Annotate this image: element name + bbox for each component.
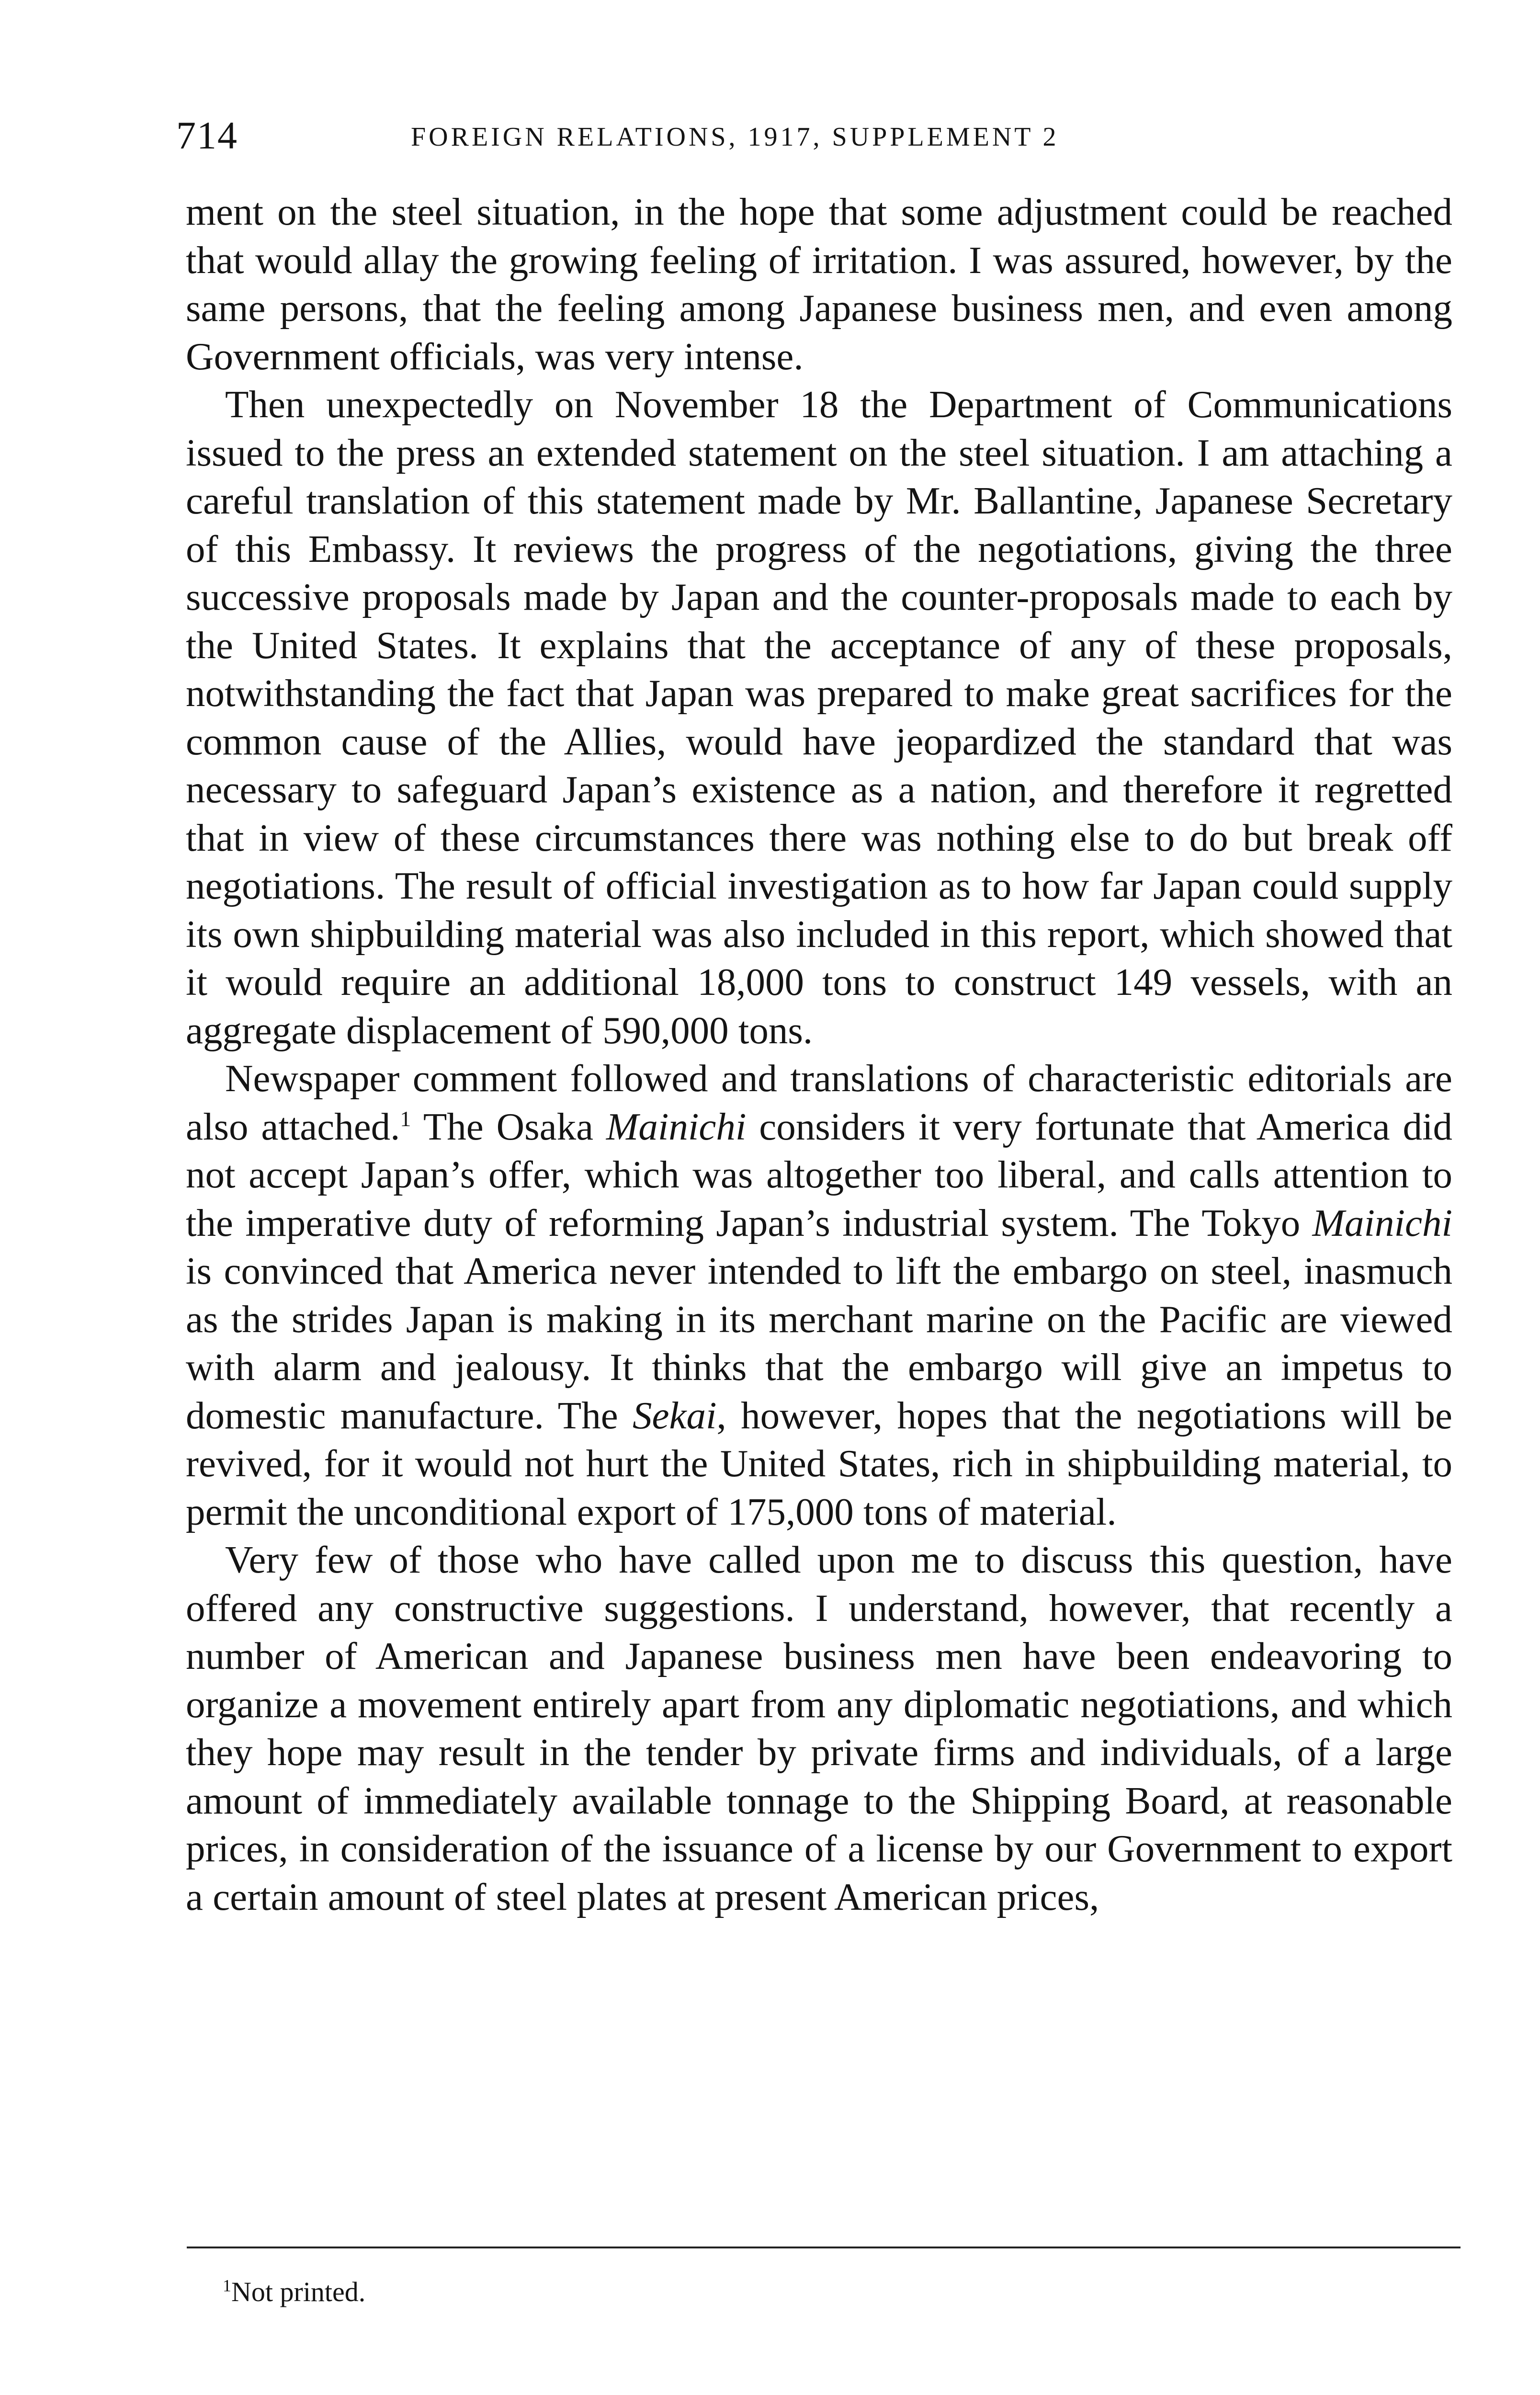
body-text: [186, 188, 1452, 1921]
running-title: FOREIGN RELATIONS, 1917, SUPPLEMENT 2: [411, 122, 1059, 152]
paragraph-1: ment on the steel situation, in the hope that some adjustment could be reached that would allay the growing feeling of irritation. I was assured, however, by the same persons, that the feeling among Japanese business men, and even among Government officials, was very intense.: [186, 190, 1452, 378]
paragraph-2: Then unexpectedly on November 18 the Department of Communications issued to the press an extended statement on the steel situation. I am attaching a careful translation of this statement made by Mr. Ballantine, Japanese Secretary of this Embassy. It reviews the progress of the negotiations, giving the three successive proposals made by Japan and the counter-proposals made to each by the United States. It explains that the acceptance of any of these proposals, notwithstanding the fact that Japan was prepared to make great sacrifices for the common cause of the Allies, would have jeopardized the standard that was necessary to safeguard Japan’s existence as a nation, and therefore it regretted that in view of these circumstances there was nothing else to do but break off negotiations. The result of official investigation as to how far Japan could supply its own shipbuilding material was also included in this report, which showed that it would require an additional 18,000 tons to construct 149 vessels, with an aggregate displacement of 590,000 tons.: [186, 383, 1452, 1052]
page-number: 714: [176, 114, 238, 157]
footnote-mark: 1: [223, 2276, 231, 2295]
paragraph-3-text-5: , however, hopes that the negotiations will be revived, for it would not hurt the United States, rich in shipbuilding material, to permit the unconditional export of 175,000 tons of material.: [186, 1393, 1452, 1533]
newspaper-name-tokyo-mainichi: Mainichi: [1312, 1201, 1452, 1244]
paragraph-3-text-2: The Osaka: [411, 1105, 606, 1148]
footnote: [223, 2273, 365, 2311]
newspaper-name-osaka-mainichi: Mainichi: [606, 1105, 747, 1148]
paragraph-3-text-3: considers it very fortunate that America did not accept Japan’s offer, which was altogether too liberal, and calls attention to the imperative duty of reforming Japan’s industrial system. The Tokyo: [186, 1105, 1452, 1244]
newspaper-name-sekai: Sekai: [633, 1393, 717, 1437]
running-head: [176, 109, 1460, 162]
footnote-text: Not printed.: [231, 2276, 366, 2307]
paragraph-3-text-1: Newspaper comment followed and translations of characteristic editorials are also attached.: [186, 1057, 1452, 1148]
paragraph-3: [186, 1054, 1452, 1536]
footnote-divider: [187, 2247, 1461, 2248]
paragraph-3-text-4: is convinced that America never intended to lift the embargo on steel, inasmuch as the strides Japan is making in its merchant marine on the Pacific are viewed with alarm and jealousy. It thinks that the embargo will give an impetus to domestic manufacture. The: [186, 1249, 1452, 1437]
paragraph-4: Very few of those who have called upon me to discuss this question, have offered any constructive suggestions. I understand, however, that recently a number of American and Japanese business men have been endeavoring to organize a movement entirely apart from any diplomatic negotiations, and which they hope may result in the tender by private firms and individuals, of a large amount of immediately available tonnage to the Shipping Board, at reasonable prices, in consideration of the issuance of a license by our Government to export a certain amount of steel plates at present American prices,: [186, 1538, 1452, 1918]
footnote-reference: 1: [400, 1106, 411, 1131]
